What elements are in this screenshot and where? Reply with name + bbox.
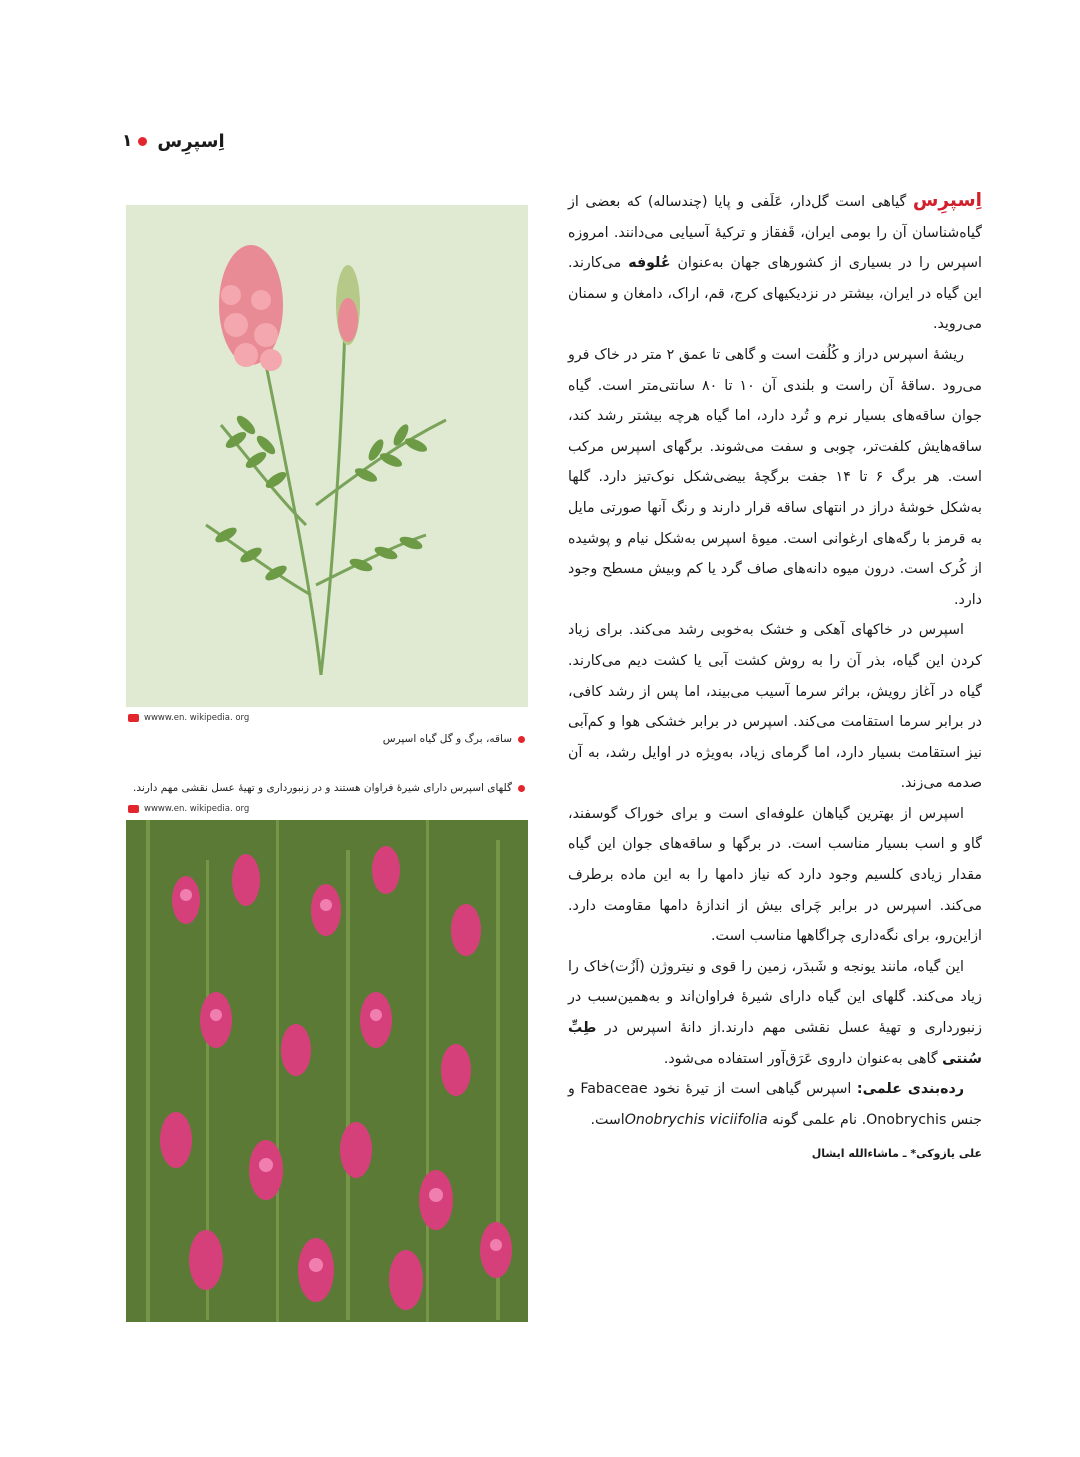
- paragraph-forage: اسپرس از بهترین گیاهان علوفه‌ای است و برای خوراک گوسفند، گاو و اسب بسیار مناسب است. در برگها و ساقه‌های جوان این گیاه مقدار زیادی کلسیم وجود دارد که نیاز دامها را به این ماده برطرف می‌کند. اسپرس در برابر چَرای بیش از اندازهٔ دامها مقاومت دارد. ازاین‌رو، برای نگه‌داری چراگاهها مناسب است.: [568, 805, 982, 945]
- camera-icon: [128, 714, 139, 722]
- page-header: [122, 126, 322, 156]
- illustration-credit: wwww.en. wikipedia. org: [128, 713, 249, 723]
- page-number: ۱: [122, 131, 133, 151]
- paragraph-uses: این گیاه، مانند یونجه و شَبدَر، زمین را قوی و نیتروژن (اَزُت)خاک را زیاد می‌کند. گلهای این گیاه دارای شیرهٔ فراوان‌اند و به‌همین‌سبب در زنبورداری و تهیهٔ عسل نقشی مهم دارند.از دانهٔ اسپرس در طِبِّ سُنتی گاهی به‌عنوان داروی عَرَق‌آور استفاده می‌شود.: [568, 958, 982, 1067]
- author-signature: علی یازوکی* ـ ماشاءالله ایشال: [811, 1147, 982, 1161]
- plant-drawing-icon: [126, 205, 528, 707]
- illustration-caption: ساقه، برگ و گل گیاه اسپرس: [383, 733, 525, 745]
- photo-credit: wwww.en. wikipedia. org: [128, 804, 249, 814]
- bullet-dot-icon: [518, 736, 525, 743]
- camera-icon: [128, 805, 139, 813]
- headword: اِسپرِس: [912, 190, 982, 211]
- botanical-illustration: [126, 205, 528, 707]
- paragraph-classification: رده‌بندی علمی: اسپرس گیاهی است از تیرهٔ نخود Fabaceae و جنس Onobrychis. نام علمی گونه Onobrychis viciifoliaاست.: [568, 1081, 982, 1128]
- paragraph-morphology: ریشهٔ اسپرس دراز و کُلُفت است و گاهی تا عمق ۲ متر در خاک فرو می‌رود .ساقهٔ آن راست و بلندی آن ۱۰ تا ۸۰ سانتی‌متر است. گیاه جوان ساقه‌های بسیار نرم و تُرد دارد، اما گیاه هرچه بیشتر رشد کند، ساقه‌هایش کلفت‌تر، چوبی و سفت می‌شوند. برگهای اسپرس مرکب است. هر برگ ۶ تا ۱۴ جفت برگچهٔ بیضی‌شکل نوک‌تیز دارد. گلها به‌شکل خوشهٔ دراز در انتهای ساقه قرار دارند و رنگ آنها صورتی مایل به قرمز با رگه‌های ارغوانی است. میوهٔ اسپرس به‌شکل نیام و پوشیده از کُرک است. درون میوه دانه‌های صاف گرد یا کم وبیش مسطح وجود دارد.: [568, 346, 982, 608]
- flower-field-icon: [126, 820, 528, 1322]
- photo-caption: گلهای اسپرس دارای شیرهٔ فراوان هستند و در زنبورداری و تهیهٔ عسل نقشی مهم دارند.: [133, 782, 525, 794]
- article-body: [568, 186, 982, 1170]
- bullet-dot-icon: [518, 785, 525, 792]
- paragraph-cultivation: اسپرس در خاکهای آهکی و خشک به‌خوبی رشد می‌کند. برای زیاد کردن این گیاه، بذر آن را به روش کشت آبی یا کشت دیم می‌کارند. گیاه در آغاز رویش، براثر سرما آسیب می‌بیند، اما پس از رشد کافی، در برابر سرما استقامت می‌کند. اسپرس در برابر خشکی هوا و کم‌آبی نیز استقامت بسیار دارد، اما گرمای زیاد، به‌ویژه در اوایل رشد، به آن صدمه می‌زند.: [568, 622, 982, 792]
- flower-photo: [126, 820, 528, 1322]
- running-title: اِسپرِس: [157, 130, 225, 152]
- bullet-dot-icon: [138, 137, 147, 146]
- intro-paragraph: اِسپرِس گیاهی است گل‌دار، عَلَفی و پایا (چندساله) که بعضی از گیاه‌شناسان آن را بومی ایران، قَفقاز و ترکیهٔ آسیایی می‌دانند. امروزه اسپرس را در بسیاری از کشورهای جهان به‌عنوان عُلوفه می‌کارند. این گیاه در ایران، بیشتر در نزدیکیهای کرج، قم، اراک، دامغان و سمنان می‌روید.: [568, 190, 982, 333]
